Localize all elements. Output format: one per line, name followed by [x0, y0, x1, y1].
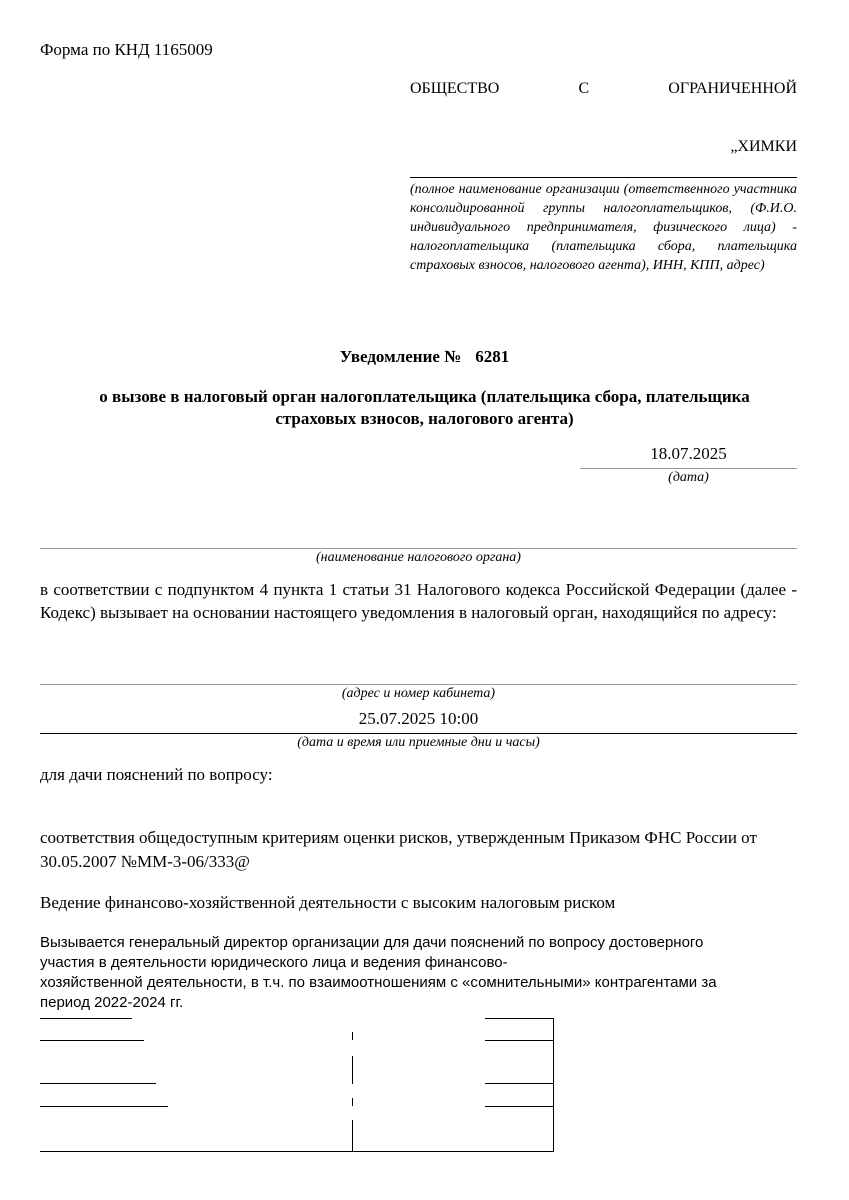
notice-number: 6281: [475, 347, 510, 366]
notice-date: 18.07.2025: [650, 444, 727, 463]
criteria-text: соответствия общедоступным критериям оценки рисков, утвержденным Приказом ФНС России от 30.05.2007 №ММ-3-06/333@: [40, 828, 757, 871]
notice-subtitle: о вызове в налоговый орган налогоплательщика (плательщика сбора, плательщика страховых взносов, налогового агента): [99, 387, 750, 428]
table-divider-4: [352, 1120, 353, 1151]
tax-authority-caption: (наименование налогового органа): [316, 550, 521, 565]
summons-text: [40, 933, 810, 1013]
table-row-rule-2: [485, 1083, 553, 1084]
table-bottom-rule: [40, 1151, 554, 1152]
recipient-caption: (полное наименование организации (ответственного участника консолидированной группы налогоплательщиков, (Ф.И.О. индивидуального предпринимателя, физического лица) - налогоплательщика (плательщика сбора, плательщика страховых взносов, налогового агента), ИНН, КПП, адрес): [410, 182, 797, 273]
date-rule: [580, 468, 797, 469]
table-top-rule: [485, 1018, 553, 1019]
signature-rule-1: [40, 1040, 144, 1041]
table-divider-tick-1: [352, 1032, 353, 1040]
table-divider-tick-3: [352, 1098, 353, 1106]
question-label: для дачи пояснений по вопросу:: [40, 765, 273, 784]
recipient-name-line1: [410, 80, 797, 98]
tax-authority-rule: [40, 548, 797, 549]
date-caption: (дата): [668, 470, 709, 485]
summons-line-2: участия в деятельности юридического лица и ведения финансово-: [40, 954, 508, 971]
appointment-caption: (дата и время или приемные дни и часы): [297, 735, 540, 750]
notice-title-label: Уведомление №: [339, 347, 462, 366]
form-code: Форма по КНД 1165009: [40, 40, 213, 59]
summons-line-4: период 2022-2024 гг.: [40, 994, 184, 1011]
signature-rule-2: [40, 1083, 156, 1084]
activity-text: Ведение финансово-хозяйственной деятельности с высоким налоговым риском: [40, 893, 616, 912]
appointment-datetime: 25.07.2025 10:00: [358, 709, 479, 728]
table-row-rule-3: [485, 1106, 553, 1107]
recipient-word-2: С: [578, 80, 590, 97]
recipient-word-3: ОГРАНИЧЕННОЙ: [668, 80, 797, 97]
recipient-word-1: ОБЩЕСТВО: [410, 80, 500, 97]
table-divider-2: [352, 1056, 353, 1084]
recipient-name-line2: „ХИМКИ: [730, 138, 797, 155]
appointment-rule: [40, 733, 797, 734]
address-caption: (адрес и номер кабинета): [341, 686, 496, 701]
notice-title: [0, 347, 849, 367]
summons-line-3: хозяйственной деятельности, в т.ч. по взаимоотношениям с «сомнительными» контрагентами за: [40, 974, 717, 991]
address-rule: [40, 684, 797, 685]
table-row-rule-1: [485, 1040, 553, 1041]
main-paragraph: в соответствии с подпунктом 4 пункта 1 статьи 31 Налогового кодекса Российской Федерации (далее - Кодекс) вызывает на основании настоящего уведомления в налоговый орган, находящийся по адресу:: [40, 580, 797, 622]
signature-rule-underline: [40, 1018, 132, 1019]
recipient-rule: [410, 177, 797, 178]
signature-rule-3: [40, 1106, 168, 1107]
summons-line-1: Вызывается генеральный директор организации для дачи пояснений по вопросу достоверного: [40, 934, 704, 951]
table-right-border: [553, 1018, 554, 1151]
